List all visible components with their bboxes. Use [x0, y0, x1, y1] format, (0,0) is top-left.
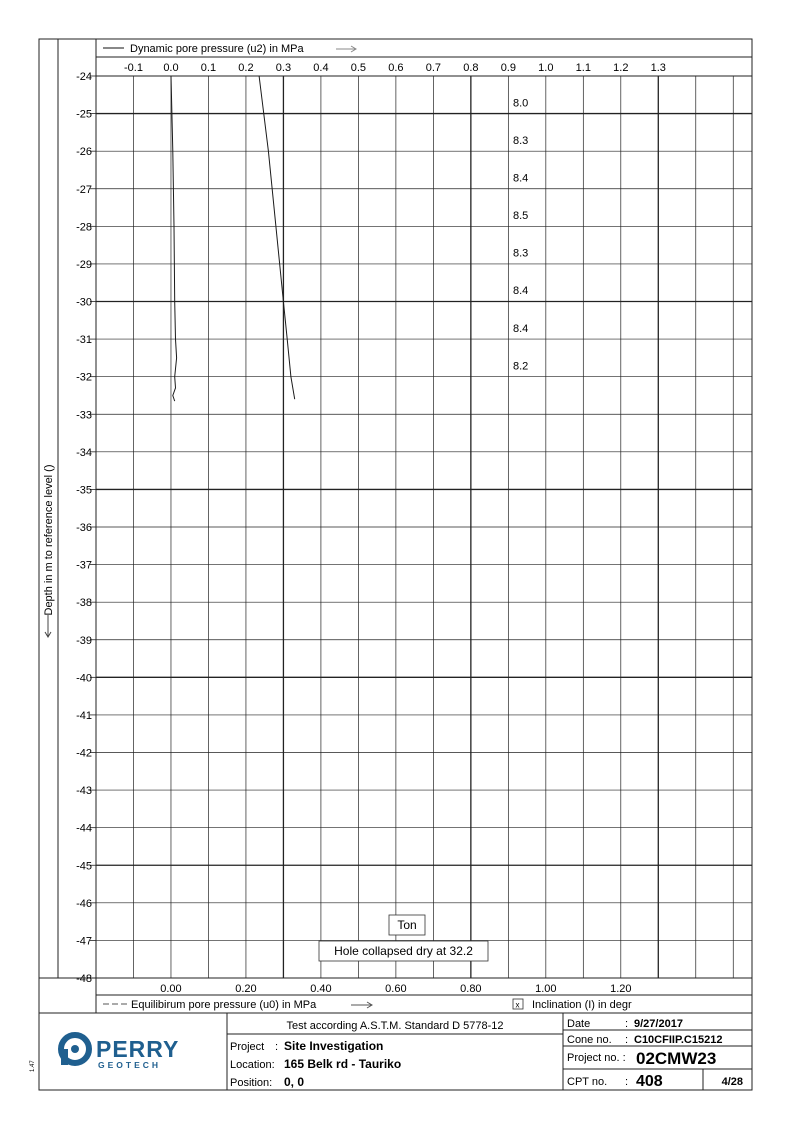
cone-label: Cone no. [567, 1034, 612, 1046]
bottom-arrow-icon [351, 1002, 372, 1008]
top-tick-label: 0.7 [425, 62, 442, 74]
side-note: 1.47 [30, 1060, 36, 1072]
y-tick-label: -37 [76, 559, 92, 572]
inclination-value: 8.4 [513, 322, 529, 335]
page-value: 4/28 [721, 1076, 743, 1088]
y-tick-label: -43 [76, 785, 92, 798]
top-tick-label: 0.6 [388, 62, 404, 74]
top-tick-labels [124, 62, 666, 74]
projectno-label: Project no. : [567, 1052, 626, 1064]
side-note-group [30, 1060, 36, 1072]
y-tick-label: -42 [76, 747, 92, 760]
y-tick-label: -39 [76, 634, 92, 647]
position-value: 0, 0 [284, 1075, 305, 1089]
inclination-value: 8.4 [513, 172, 529, 185]
top-tick-label: 0.1 [200, 62, 217, 74]
y-tick-label: -31 [76, 334, 92, 347]
logo-sub-text: GEOTECH [98, 1060, 162, 1070]
series-line-1 [171, 76, 177, 401]
y-tick-label: -41 [76, 709, 92, 722]
y-tick-label: -29 [76, 258, 92, 271]
inclination-x-icon: x [515, 1000, 520, 1010]
y-tick-label: -27 [76, 183, 92, 196]
top-tick-label: 0.9 [500, 62, 516, 74]
inclination-value: 8.0 [513, 97, 529, 110]
inclination-value: 8.2 [513, 360, 529, 373]
top-arrow-icon [336, 46, 356, 52]
grid [90, 76, 752, 978]
location-value: 165 Belk rd - Tauriko [284, 1057, 402, 1071]
top-tick-label: 0.3 [275, 62, 292, 74]
cpt-value: 408 [636, 1073, 663, 1090]
bottom-tick-label: 0.20 [235, 983, 257, 995]
y-axis-label-group [43, 464, 55, 615]
inclination-value: 8.3 [513, 134, 529, 147]
logo-main-text: PERRY [96, 1036, 180, 1062]
inclination-value: 8.3 [513, 247, 529, 260]
y-tick-label: -34 [76, 446, 92, 459]
bottom-tick-label: 0.80 [460, 983, 482, 995]
bottom-tick-labels [160, 983, 631, 995]
series-line-2 [259, 76, 295, 399]
y-tick-label: -45 [76, 860, 92, 873]
bottom-axis-label: Equilibirum pore pressure (u0) in MPa [131, 999, 317, 1011]
position-label: Position: [230, 1077, 273, 1089]
y-tick-label: -26 [76, 146, 92, 159]
date-label: Date [567, 1018, 591, 1030]
cone-colon: : [625, 1034, 629, 1046]
top-tick-label: -0.1 [124, 62, 143, 74]
bottom-tick-label: 1.00 [535, 983, 557, 995]
top-axis-label: Dynamic pore pressure (u2) in MPa [130, 43, 304, 55]
y-tick-label: -30 [76, 296, 92, 309]
date-colon: : [625, 1018, 629, 1030]
ton-box-text: Ton [397, 918, 417, 932]
project-value: Site Investigation [284, 1039, 384, 1053]
y-tick-label: -28 [76, 221, 92, 234]
cpt-label: CPT no. [567, 1076, 608, 1088]
y-tick-label: -35 [76, 484, 92, 497]
inclination-value: 8.4 [513, 285, 529, 298]
top-tick-label: 1.1 [575, 62, 591, 74]
bottom-tick-label: 0.40 [310, 983, 332, 995]
series-group [171, 76, 295, 401]
y-tick-label: -44 [76, 822, 92, 835]
top-tick-label: 0.2 [238, 62, 254, 74]
top-tick-label: 1.3 [650, 62, 666, 74]
y-tick-label: -40 [76, 672, 92, 685]
top-tick-label: 0.8 [463, 62, 479, 74]
top-tick-label: 1.0 [538, 62, 554, 74]
top-tick-label: 1.2 [613, 62, 629, 74]
inclination-label: Inclination (I) in degr [532, 999, 632, 1011]
y-tick-label: -48 [76, 973, 92, 985]
location-label: Location: [230, 1059, 275, 1071]
perry-logo-icon [61, 1035, 89, 1065]
cpt-colon: : [625, 1076, 629, 1088]
bottom-tick-label: 0.60 [385, 983, 407, 995]
top-tick-label: 0.0 [163, 62, 179, 74]
y-tick-label: -25 [76, 108, 92, 121]
y-tick-label: -32 [76, 371, 92, 384]
y-axis-label: Depth in m to reference level () [43, 464, 55, 616]
projectno-value: 02CMW23 [636, 1049, 717, 1068]
right-annotations [513, 97, 528, 372]
cone-value: C10CFIIP.C15212 [634, 1034, 723, 1046]
bottom-tick-label: 0.00 [160, 983, 182, 995]
y-tick-labels [76, 71, 92, 985]
y-tick-label: -24 [76, 71, 92, 83]
top-tick-label: 0.5 [350, 62, 367, 74]
y-tick-label: -46 [76, 897, 92, 910]
inclination-value: 8.5 [513, 210, 529, 223]
y-tick-label: -47 [76, 935, 92, 948]
hole-box-text: Hole collapsed dry at 32.2 [334, 944, 473, 958]
standard-text: Test according A.S.T.M. Standard D 5778-12 [286, 1020, 504, 1032]
bottom-tick-label: 1.20 [610, 983, 632, 995]
project-label: Project [230, 1041, 265, 1053]
top-tick-label: 0.4 [313, 62, 329, 74]
y-tick-label: -38 [76, 597, 92, 610]
y-arrow-icon [45, 615, 51, 637]
date-value: 9/27/2017 [634, 1018, 683, 1030]
project-colon: : [275, 1041, 279, 1053]
y-tick-label: -33 [76, 409, 92, 422]
y-tick-label: -36 [76, 522, 92, 534]
